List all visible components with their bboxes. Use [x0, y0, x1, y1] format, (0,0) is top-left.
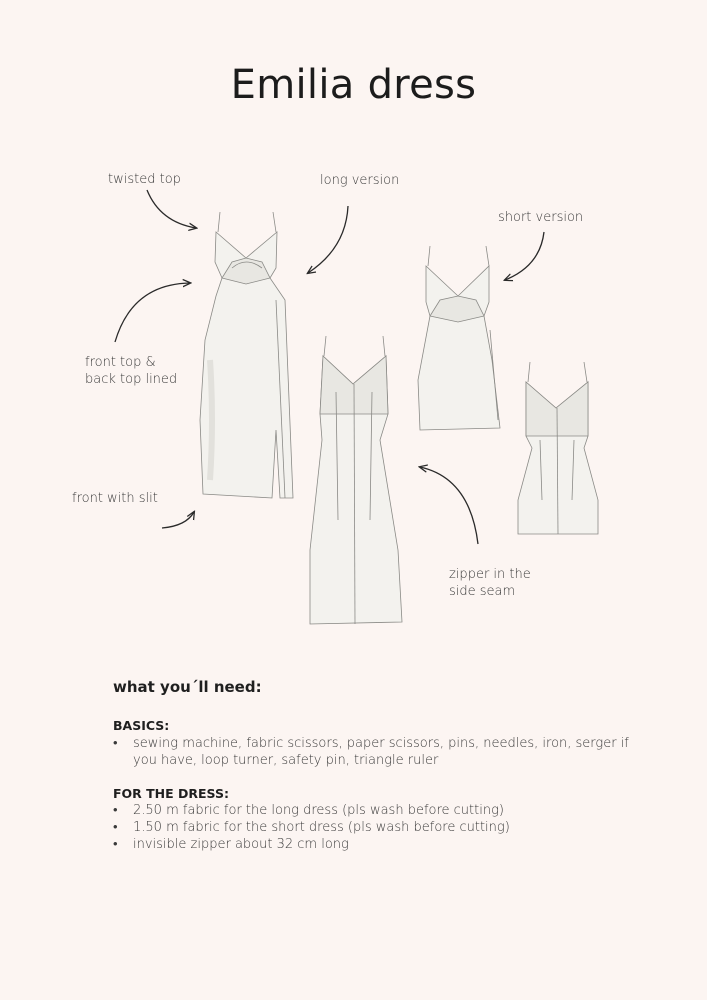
annotation-zipper-line1: zipper in the [449, 567, 531, 582]
arrow-long-version [308, 206, 348, 273]
list-item [113, 819, 633, 836]
arrow-front-top-lined [115, 283, 190, 342]
annotation-zipper [449, 566, 531, 600]
page-title: Emilia dress [230, 62, 477, 108]
annotation-twisted-top: twisted top [108, 172, 181, 187]
short-dress-back [518, 362, 598, 534]
arrow-short-version [505, 232, 544, 280]
arrow-twisted-top [147, 190, 196, 228]
dress-item-text: 2.50 m fabric for the long dress (pls wash before cutting) [133, 803, 504, 818]
list-item [113, 735, 633, 769]
annotation-front-top-lined-line1: front top & [85, 355, 156, 370]
bullet: • [113, 803, 118, 818]
bullet: • [113, 837, 118, 852]
arrow-zipper [420, 467, 478, 544]
annotation-long-version: long version [320, 173, 400, 188]
list-item [113, 802, 633, 819]
needs-heading: what you´ll need: [113, 678, 262, 696]
basics-heading: BASICS: [113, 718, 170, 733]
annotation-front-top-lined-line2: back top lined [85, 372, 178, 387]
annotation-short-version: short version [498, 210, 584, 225]
short-dress-front [418, 246, 500, 430]
annotation-front-slit: front with slit [72, 491, 158, 506]
dress-list [113, 802, 633, 853]
long-dress-back [310, 336, 402, 624]
long-dress-front [200, 212, 293, 498]
arrow-front-slit [162, 512, 194, 528]
basics-list [113, 735, 633, 769]
dress-item-text: 1.50 m fabric for the short dress (pls wash before cutting) [133, 820, 510, 835]
annotation-zipper-line2: side seam [449, 584, 516, 599]
bullet: • [113, 820, 118, 835]
bullet: • [113, 736, 118, 751]
dress-item-text: invisible zipper about 32 cm long [133, 837, 349, 852]
basics-item-text: sewing machine, fabric scissors, paper scissors, pins, needles, iron, serger if you have, loop turner, safety pin, triangle ruler [133, 736, 629, 768]
dress-heading: FOR THE DRESS: [113, 786, 230, 801]
list-item [113, 836, 633, 853]
annotation-front-top-lined [85, 354, 177, 388]
